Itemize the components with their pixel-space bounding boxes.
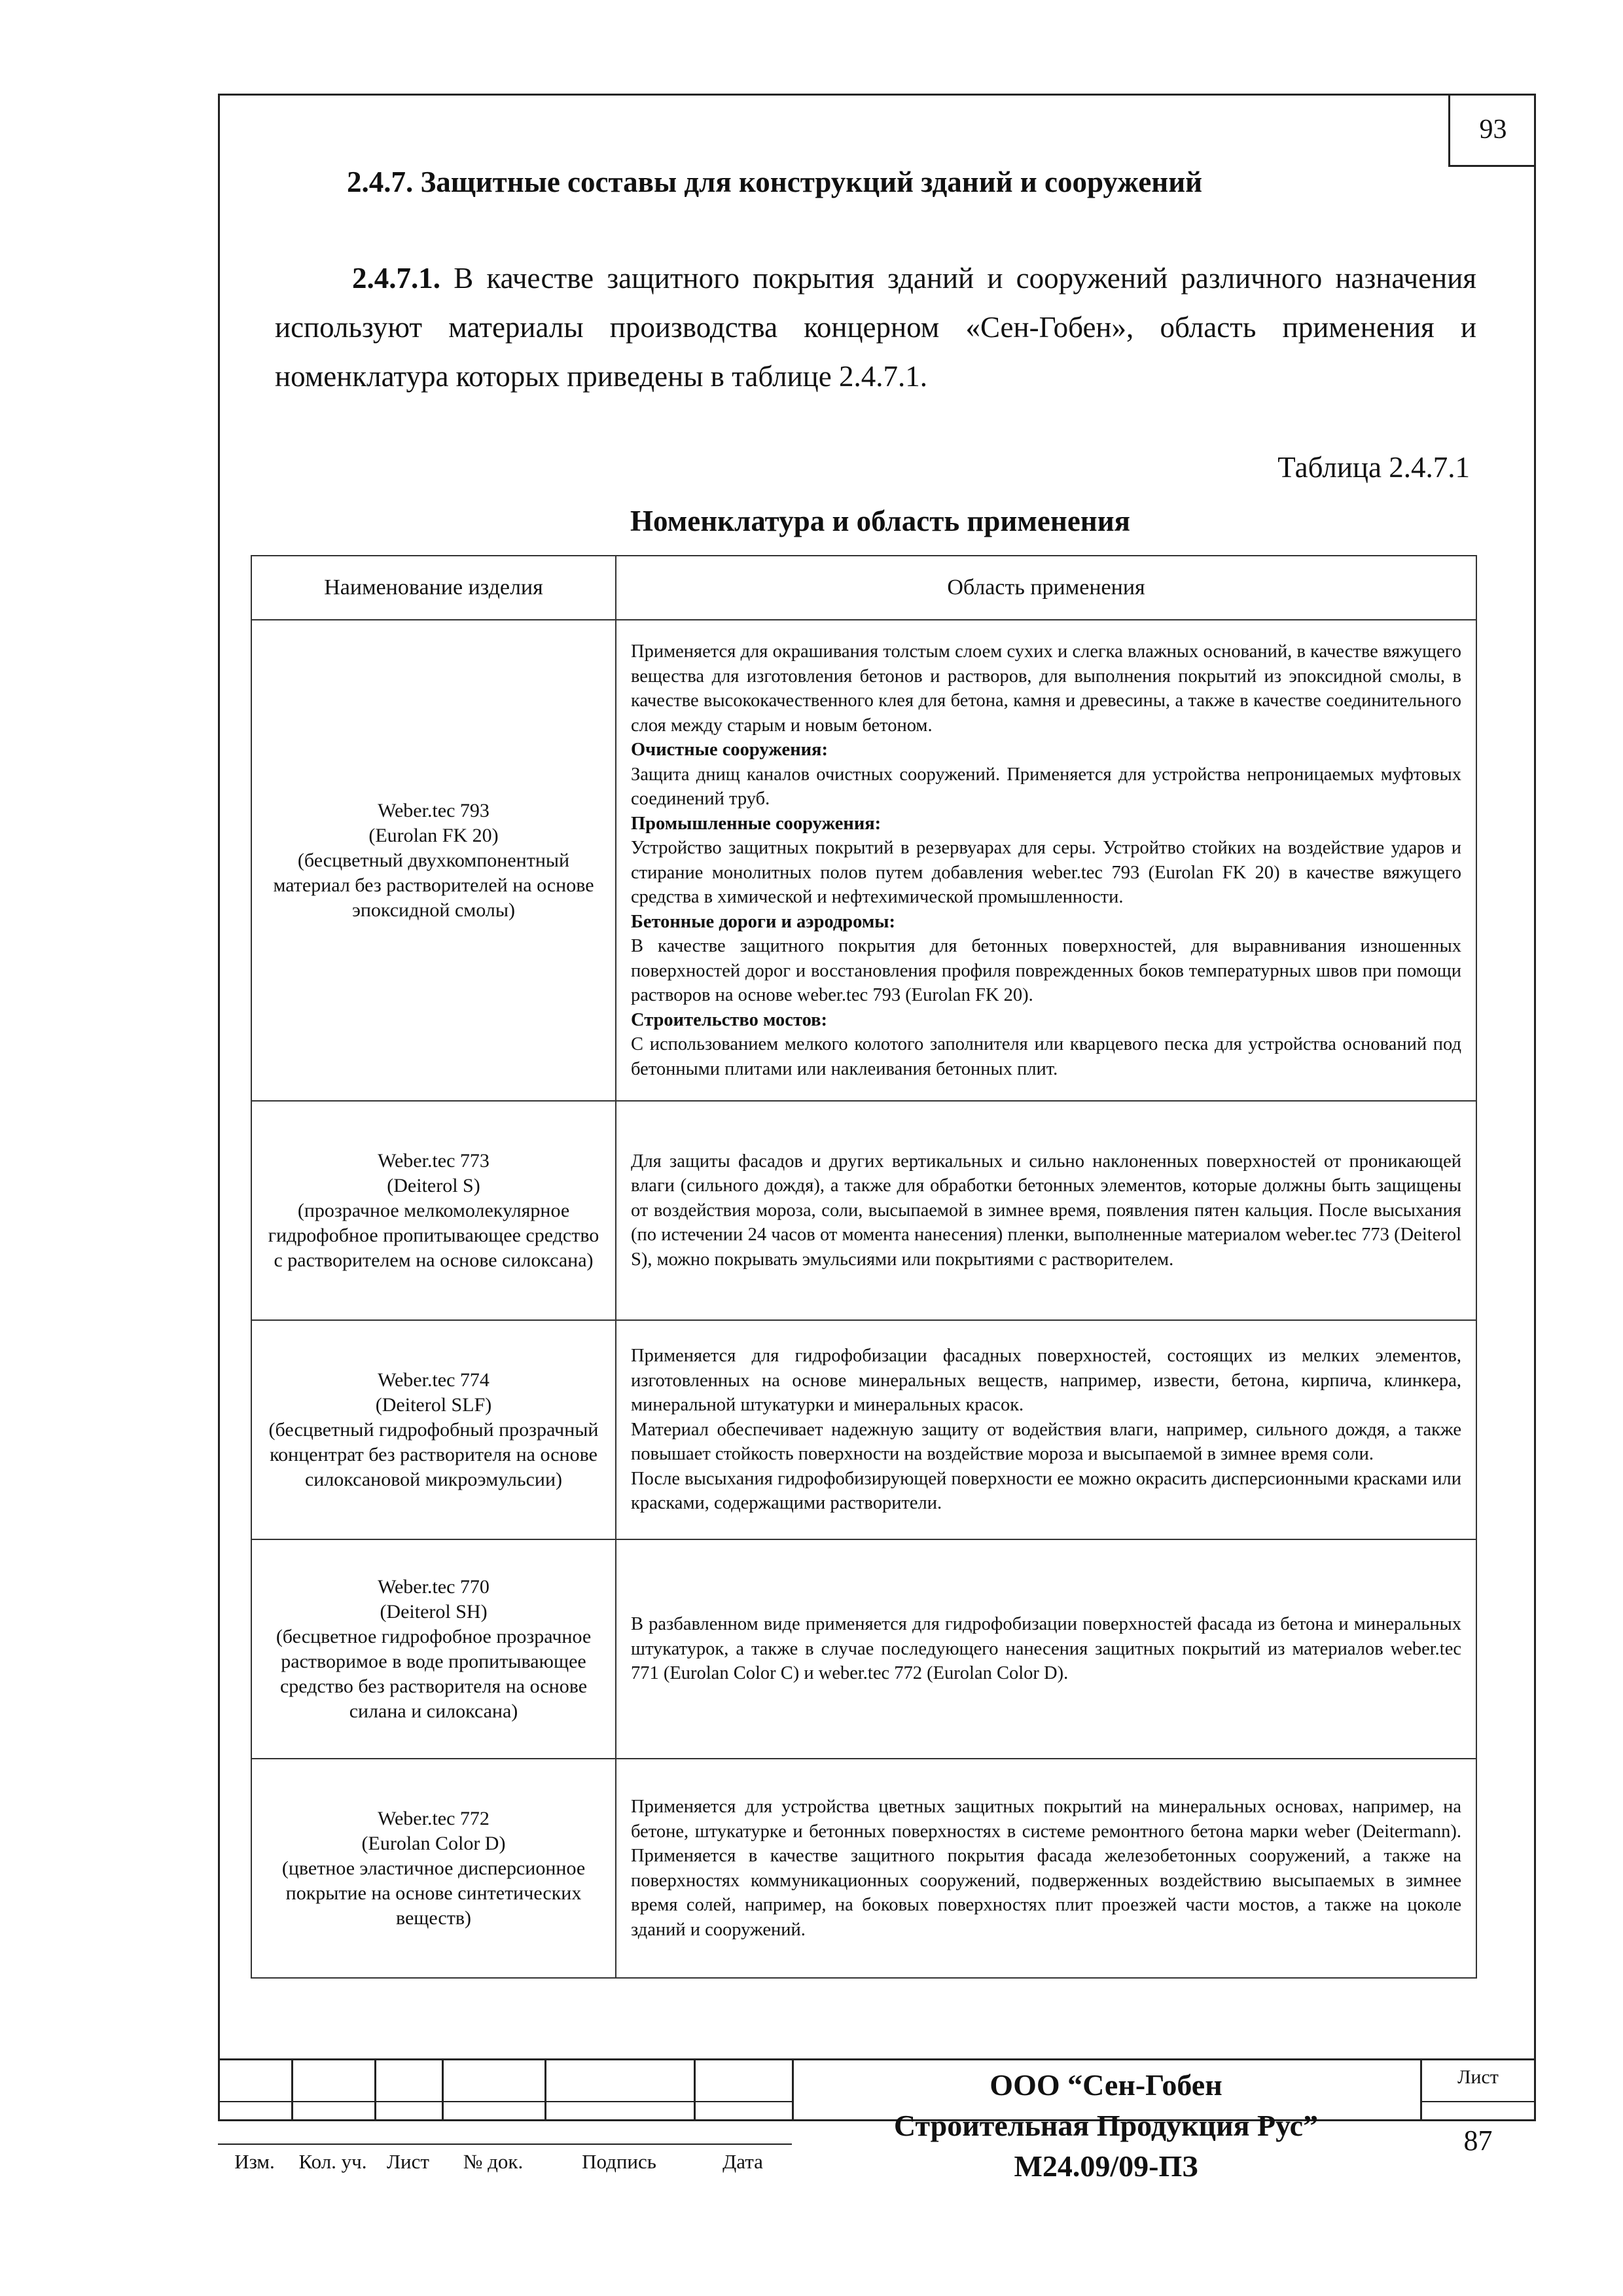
product-description: (бесцветный гидрофобный прозрачный концентрат без растворителя на основе силоксановой микроэмульсии) — [268, 1418, 599, 1490]
subsection-title: Строительство мостов: — [631, 1009, 827, 1030]
intro-number: 2.4.7.1. — [352, 262, 440, 295]
product-name: Weber.tec 770 — [378, 1575, 490, 1598]
application-text: Материал обеспечивает надежную защиту от водействия влаги, например, сильного дождя, а также повышает стойкость поверхности на воздействие мороза и высыпаемой в зимнее время соли. — [631, 1419, 1461, 1465]
document-code: М24.09/09-ПЗ — [1014, 2149, 1198, 2183]
title-block-divider — [544, 2058, 546, 2121]
label-izm: Изм. — [234, 2150, 275, 2173]
product-brand: (Eurolan Color D) — [361, 1832, 506, 1854]
table-row — [251, 1320, 1476, 1539]
title-block-divider — [442, 2058, 444, 2121]
label-kol-uch: Кол. уч. — [298, 2150, 367, 2173]
sheet-number: 87 — [1463, 2125, 1493, 2157]
table-row — [251, 1539, 1476, 1759]
label-signature: Подпись — [582, 2150, 656, 2173]
application-text: В разбавленном виде применяется для гидрофобизации поверхностей фасада из бетона и минеральных штукатурок, а также в случае последующего нанесения защитных покрытий из материалов weber.tec 771 (Eurolan Color C) и weber.tec 772 (Eurolan Color D). — [631, 1614, 1461, 1684]
product-name-cell — [251, 1759, 616, 1978]
application-cell — [616, 1759, 1476, 1978]
header-product-name: Наименование изделия — [251, 556, 616, 620]
product-name: Weber.tec 774 — [378, 1369, 490, 1391]
product-name-cell — [251, 620, 616, 1101]
subsection-title: Очистные сооружения: — [631, 740, 828, 760]
table-title: Номенклатура и область применения — [630, 505, 1131, 537]
subsection-title: Бетонные дороги и аэродромы: — [631, 911, 896, 932]
product-description: (прозрачное мелкомолекулярное гидрофобное пропитывающее средство с растворителем на основе силоксана) — [268, 1199, 599, 1271]
product-name: Weber.tec 772 — [378, 1807, 490, 1829]
title-block-divider — [694, 2058, 696, 2121]
nomenclature-table — [251, 555, 1477, 1979]
application-text: После высыхания гидрофобизирующей поверхности ее можно окрасить дисперсионными красками или красками, содержащими растворители. — [631, 1468, 1461, 1514]
title-block-divider — [374, 2058, 376, 2121]
page-number: 93 — [1448, 94, 1536, 167]
application-text: С использованием мелкого колотого заполнителя или кварцевого песка для устройства оснований под бетонными плитами или наклеивания бетонных плит. — [631, 1034, 1461, 1079]
sheet-label: Лист — [1457, 2066, 1499, 2088]
application-cell — [616, 1320, 1476, 1539]
label-doc-number: № док. — [463, 2150, 524, 2173]
product-name-cell — [251, 1320, 616, 1539]
application-text: Для защиты фасадов и других вертикальных и сильно наклоненных поверхностей от проникающей влаги (сильного дождя), а также для обработки бетонных элементов, которые должны быть защищены от воздействия мороза, соли, высыпаемой в зимнее время, появления пятен кальция. После высыхания (по истечении 24 часов от момента нанесения) пленки, выполненные материалом weber.tec 773 (Deiterol S), можно покрывать эмульсиями или покрытиями с растворителем. — [631, 1151, 1461, 1270]
subsection-title: Промышленные сооружения: — [631, 813, 882, 834]
intro-paragraph — [275, 254, 1476, 401]
product-name: Weber.tec 773 — [378, 1149, 490, 1172]
application-text: Защита днищ каналов очистных сооружений. Применяется для устройства непроницаемых муфтовых соединений труб. — [631, 764, 1461, 809]
product-name-cell — [251, 1101, 616, 1320]
title-block-top-border — [218, 2058, 1536, 2060]
application-cell — [616, 620, 1476, 1101]
application-text: В качестве защитного покрытия для бетонных поверхностей, для выравнивания изношенных поверхностей дорог и восстановления профиля поврежденных боков температурных швов при помощи растворов на основе weber.tec 793 (Eurolan FK 20). — [631, 936, 1461, 1005]
application-cell — [616, 1101, 1476, 1320]
application-text: Устройство защитных покрытий в резервуарах для серы. Устройтво стойких на воздействие ударов и стирание монолитных полов путем добавления weber.tec 793 (Eurolan FK 20) в качестве вяжущего средства в химической и нефтехимической промышленности. — [631, 838, 1461, 907]
title-block-row-line — [218, 2101, 792, 2102]
application-text: Применяется для гидрофобизации фасадных поверхностей, состоящих из мелких элементов, изготовленных на основе минеральных веществ, например, извести, бетона, кирпича, клинкера, минеральной штукатурки и минеральных красок. — [631, 1346, 1461, 1416]
title-block-row-line — [1420, 2101, 1536, 2102]
application-cell — [616, 1539, 1476, 1759]
product-brand: (Deiterol SLF) — [375, 1393, 492, 1416]
product-brand: (Deiterol S) — [387, 1174, 480, 1196]
title-block-divider — [291, 2058, 293, 2121]
title-block-row-line — [218, 2144, 792, 2145]
table-row — [251, 620, 1476, 1101]
application-text: Применяется для устройства цветных защитных покрытий на минеральных основах, например, на бетоне, штукатурке и бетонных поверхностях в системе ремонтного бетона марки weber (Deitermann). Применяется в качестве защитного покрытия фасада железобетонных сооружений, а также на поверхностях коммуникационных сооружений, подверженных воздействию высыпаемых в зимнее время солей, например, на боковых поверхностях плит проезжей части мостов, а также на цоколе зданий и сооружений. — [631, 1797, 1461, 1940]
company-name-line2: Строительная Продукция Рус” — [893, 2109, 1319, 2142]
section-heading: 2.4.7. Защитные составы для конструкций зданий и сооружений — [347, 166, 1203, 198]
product-brand: (Eurolan FK 20) — [368, 824, 499, 846]
product-name: Weber.tec 793 — [378, 799, 490, 821]
label-date: Дата — [722, 2150, 763, 2173]
intro-text: В качестве защитного покрытия зданий и сооружений различного назначения используют материалы производства концерном «Сен-Гобен», область применения и номенклатура которых приведены в таблице 2.4.7.1. — [275, 262, 1477, 393]
product-description: (бесцветное гидрофобное прозрачное растворимое в воде пропитывающее средство без растворителя на основе силана и силоксана) — [276, 1625, 592, 1722]
product-description: (бесцветный двухкомпонентный материал без растворителей на основе эпоксидной смолы) — [273, 849, 594, 921]
product-name-cell — [251, 1539, 616, 1759]
application-text: Применяется для окрашивания толстым слоем сухих и слегка влажных оснований, в качестве вяжущего вещества для изготовления бетонов и растворов, для выполнения покрытий из эпоксидной смолы, в качестве высококачественного клея для бетона, камня и древесины, а также в качестве соединительного слоя между старым и новым бетоном. — [631, 641, 1461, 736]
company-block — [792, 2065, 1420, 2187]
table-row — [251, 1101, 1476, 1320]
product-brand: (Deiterol SH) — [380, 1600, 488, 1623]
table-header-row — [251, 556, 1476, 620]
company-name-line1: ООО “Сен-Гобен — [990, 2068, 1222, 2102]
table-row — [251, 1759, 1476, 1978]
product-description: (цветное эластичное дисперсионное покрытие на основе синтетических веществ) — [281, 1857, 586, 1929]
label-list: Лист — [387, 2150, 429, 2173]
table-reference: Таблица 2.4.7.1 — [1277, 451, 1470, 484]
header-application: Область применения — [616, 556, 1476, 620]
